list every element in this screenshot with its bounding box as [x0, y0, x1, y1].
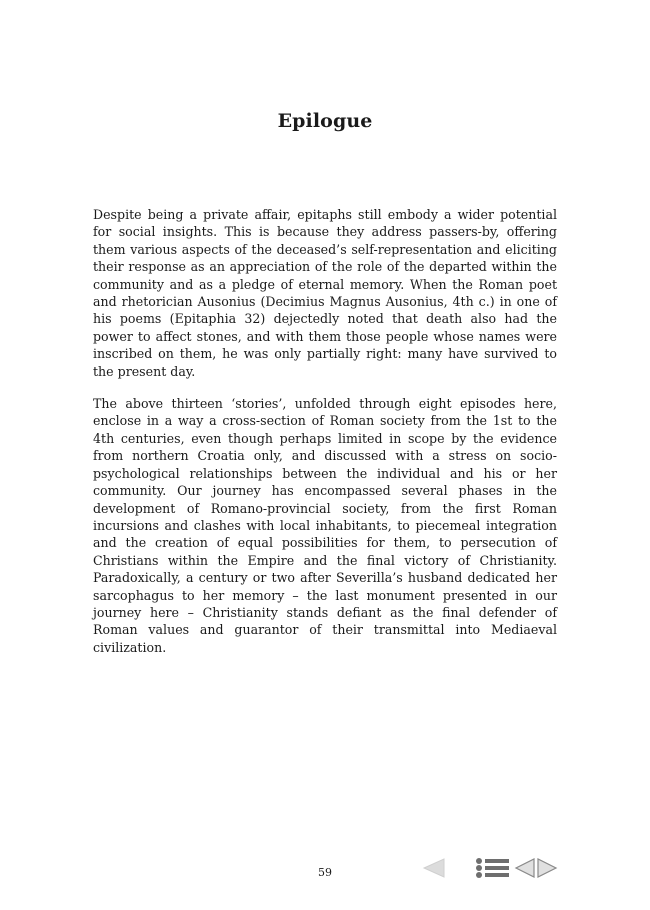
next-page-button[interactable]: [536, 857, 558, 879]
first-page-button[interactable]: [420, 857, 446, 879]
page-number: 59: [318, 866, 332, 879]
previous-page-button[interactable]: [514, 857, 536, 879]
table-of-contents-button[interactable]: [474, 857, 512, 879]
paragraph-2: The above thirteen ‘stories’, unfolded through eight episodes here, enclose in a way a cross-section of Roman society from the 1st to the 4th centuries, even though perhaps limited in scope by the evidence from northern Croatia only, and discussed with a stress on socio-psychological relationships between the individual and his or her community. Our journey has encompassed several phases in the development of Romano-provincial society, from the first Roman incursions and clashes with local inhabitants, to piecemeal integration and the creation of equal possibilities for them, to persecution of Christians within the Empire and the final victory of Christianity. Paradoxically, a century or two after Severilla’s husband dedicated her sarcophagus to her memory – the last monument presented in our journey here – Christianity stands defiant as the final defender of Roman values and guarantor of their transmittal into Mediaeval civilization.: [93, 396, 557, 655]
list-icon: [474, 857, 512, 879]
paragraph-1: Despite being a private affair, epitaphs still embody a wider potential for social insights. This is because they address passers-by, offering them various aspects of the deceased’s self-representation and eliciting their response as an appreciation of the role of the departed within the community and as a pledge of eternal memory. When the Roman poet and rhetorician Ausonius (Decimius Magnus Ausonius, 4th c.) in one of his poems (Epitaphia 32) dejectedly noted that death also had the power to affect stones, and with them those people whose names were inscribed on them, he was only partially right: many have survived to the present day.: [93, 207, 557, 379]
triangle-right-icon: [536, 857, 558, 879]
body-text: [93, 206, 557, 671]
triangle-left-icon: [514, 857, 536, 879]
page-title: Epilogue: [277, 110, 373, 132]
triangle-left-icon: [420, 857, 446, 879]
